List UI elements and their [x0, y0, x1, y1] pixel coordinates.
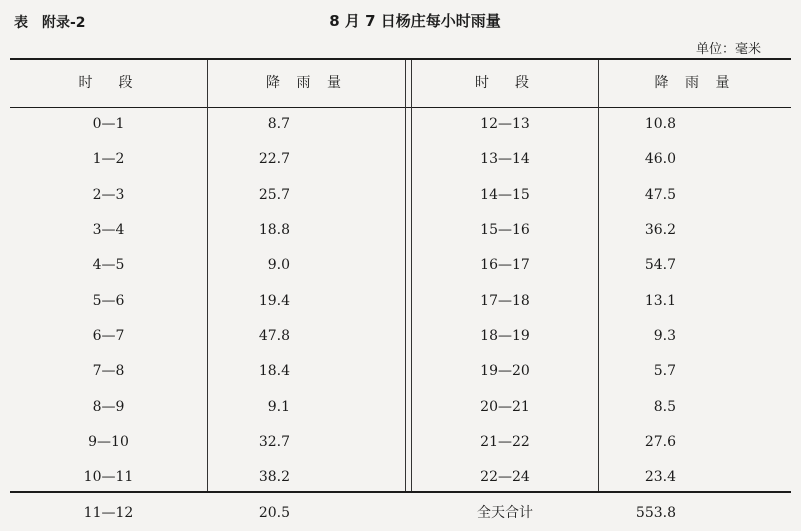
rainfall-cell: 9.0	[267, 257, 290, 274]
rainfall-cell: 18.8	[258, 221, 290, 238]
right-period-column	[412, 60, 598, 521]
rainfall-cell: 23.4	[644, 469, 676, 486]
header-period-left: 时 段	[78, 75, 139, 91]
rainfall-cell: 8.7	[267, 116, 290, 132]
period-cell: 0—1	[92, 116, 125, 132]
rainfall-cell: 19.4	[258, 292, 290, 309]
rainfall-cell: 13.1	[644, 292, 676, 309]
period-cell: 19—20	[480, 363, 530, 380]
rainfall-cell: 27.6	[644, 433, 676, 450]
period-cell: 9—10	[88, 433, 129, 450]
rainfall-cell: 38.2	[258, 469, 290, 486]
period-cell: 7—8	[92, 363, 125, 380]
rainfall-cell: 36.2	[644, 221, 676, 238]
period-cell: 16—17	[480, 257, 530, 274]
period-cell: 14—15	[480, 186, 530, 203]
period-cell: 17—18	[480, 292, 530, 309]
period-cell: 20—21	[480, 398, 530, 415]
table-title: 8 月 7 日杨庄每小时雨量	[329, 12, 501, 30]
period-cell: 12—13	[480, 116, 530, 132]
period-cell: 1—2	[92, 151, 125, 168]
header-rainfall-right: 降 雨 量	[654, 75, 736, 91]
left-period-column	[10, 60, 207, 521]
period-cell: 2—3	[92, 186, 125, 203]
period-cell: 13—14	[480, 151, 530, 168]
rainfall-cell: 32.7	[258, 433, 290, 450]
rainfall-cell: 9.3	[653, 327, 676, 344]
rainfall-cell: 10.8	[644, 116, 676, 132]
rainfall-cell: 47.8	[258, 327, 290, 344]
unit-label: 单位：毫米	[695, 42, 761, 57]
header-period-right: 时 段	[475, 75, 535, 91]
period-cell: 18—19	[480, 327, 530, 344]
left-rainfall-column	[208, 60, 405, 521]
rainfall-cell: 47.5	[644, 186, 676, 203]
rainfall-cell: 20.5	[258, 504, 290, 521]
rainfall-cell: 553.8	[635, 504, 676, 521]
rainfall-cell: 18.4	[258, 363, 290, 380]
period-cell: 11—12	[83, 504, 134, 521]
rainfall-cell: 54.7	[644, 257, 676, 274]
period-cell: 4—5	[92, 257, 125, 274]
rainfall-cell: 22.7	[258, 151, 290, 168]
period-cell: 5—6	[92, 292, 125, 309]
right-rainfall-column	[599, 60, 791, 521]
period-cell: 10—11	[83, 469, 134, 486]
period-cell: 全天合计	[477, 504, 533, 521]
rainfall-cell: 46.0	[644, 151, 676, 168]
period-cell: 15—16	[480, 221, 530, 238]
rainfall-cell: 25.7	[258, 186, 290, 203]
center-divider-left	[405, 60, 406, 491]
period-cell: 21—22	[480, 433, 530, 450]
rainfall-cell: 5.7	[653, 363, 676, 380]
period-cell: 6—7	[92, 327, 125, 344]
table-label: 表 附录-2	[14, 15, 86, 31]
rainfall-cell: 8.5	[653, 398, 676, 415]
header-rainfall-left: 降 雨 量	[266, 75, 347, 91]
rainfall-cell: 9.1	[267, 398, 290, 415]
period-cell: 22—24	[480, 469, 530, 486]
period-cell: 8—9	[92, 398, 125, 415]
period-cell: 3—4	[92, 221, 125, 238]
